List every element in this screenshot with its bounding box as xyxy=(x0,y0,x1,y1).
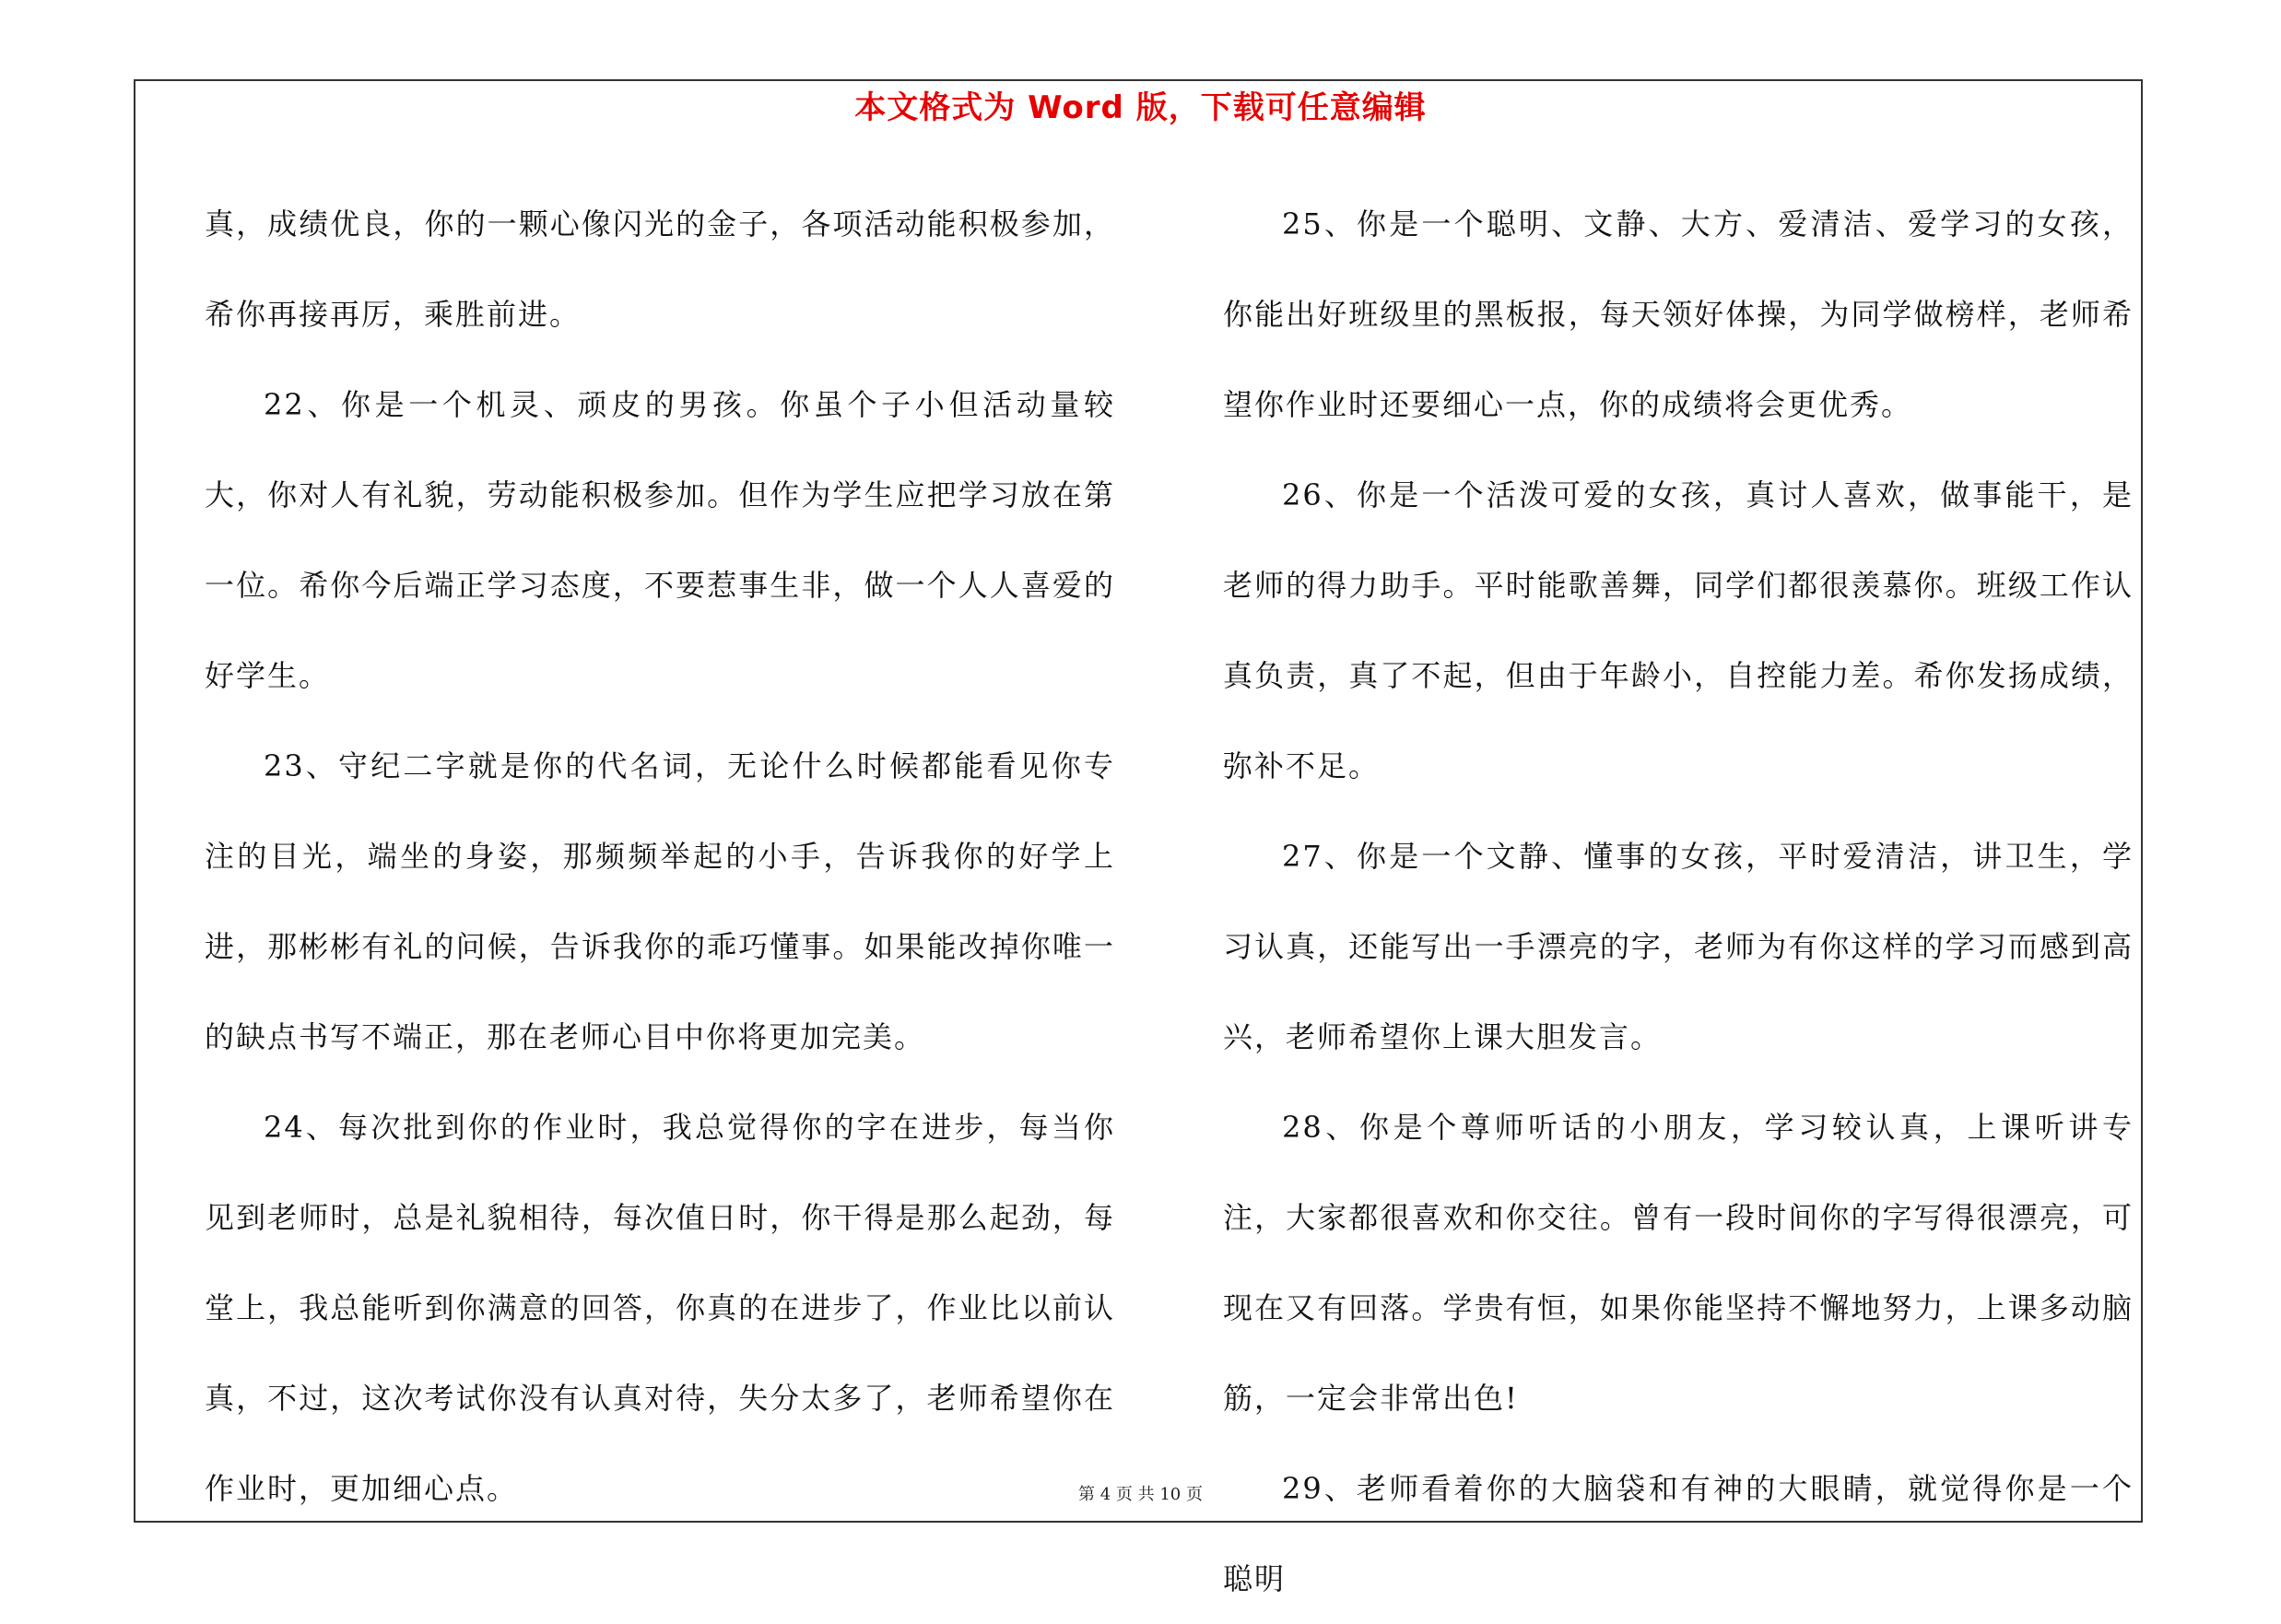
paragraph-21-continued: 真，成绩优良，你的一颗心像闪光的金子，各项活动能积极参加，希你再接再厉，乘胜前进。 xyxy=(205,206,1115,332)
paragraph-22: 22、你是一个机灵、顽皮的男孩。你虽个子小但活动量较大，你对人有礼貌，劳动能积极参加。但作为学生应把学习放在第一位。希你今后端正学习态度，不要惹事生非，做一个人人喜爱的好学生。 xyxy=(205,387,1115,693)
paragraph-28: 28、你是个尊师听话的小朋友，学习较认真，上课听讲专注，大家都很喜欢和你交往。曾有一段时间你的字写得很漂亮，可现在又有回落。学贵有恒，如果你能坚持不懈地努力，上课多动脑筋，一定会非常出色! xyxy=(1223,1110,2134,1416)
paragraph-26: 26、你是一个活泼可爱的女孩，真讨人喜欢，做事能干，是老师的得力助手。平时能歌善舞，同学们都很羡慕你。班级工作认真负责，真了不起，但由于年龄小，自控能力差。希你发扬成绩，弥补不足。 xyxy=(1223,477,2134,783)
paragraph-25: 25、你是一个聪明、文静、大方、爱清洁、爱学习的女孩，你能出好班级里的黑板报，每天领好体操，为同学做榜样，老师希望你作业时还要细心一点，你的成绩将会更优秀。 xyxy=(1223,206,2134,422)
paragraph-24: 24、每次批到你的作业时，我总觉得你的字在进步，每当你见到老师时，总是礼貌相待，每次值日时，你干得是那么起劲，每堂上，我总能听到你满意的回答，你真的在进步了，作业比以前认真，不过，这次考试你没有认真对待，失分太多了，老师希望你在作业时，更加细心点。 xyxy=(205,1110,1115,1506)
paragraph-27: 27、你是一个文静、懂事的女孩，平时爱清洁，讲卫生，学习认真，还能写出一手漂亮的字，老师为有你这样的学习而感到高兴，老师希望你上课大胆发言。 xyxy=(1223,839,2134,1054)
right-text-column xyxy=(1223,179,2134,1624)
paragraph-29-start: 29、老师看着你的大脑袋和有神的大眼睛，就觉得你是一个聪明 xyxy=(1223,1471,2134,1596)
format-notice-banner: 本文格式为 Word 版，下载可任意编辑 xyxy=(854,89,1427,126)
paragraph-23: 23、守纪二字就是你的代名词，无论什么时候都能看见你专注的目光，端坐的身姿，那频频举起的小手，告诉我你的好学上进，那彬彬有礼的问候，告诉我你的乖巧懂事。如果能改掉你唯一的缺点书写不端正，那在老师心目中你将更加完美。 xyxy=(205,748,1115,1054)
page-number-footer: 第 4 页 共 10 页 xyxy=(1078,1485,1203,1504)
left-text-column xyxy=(205,179,1115,1534)
